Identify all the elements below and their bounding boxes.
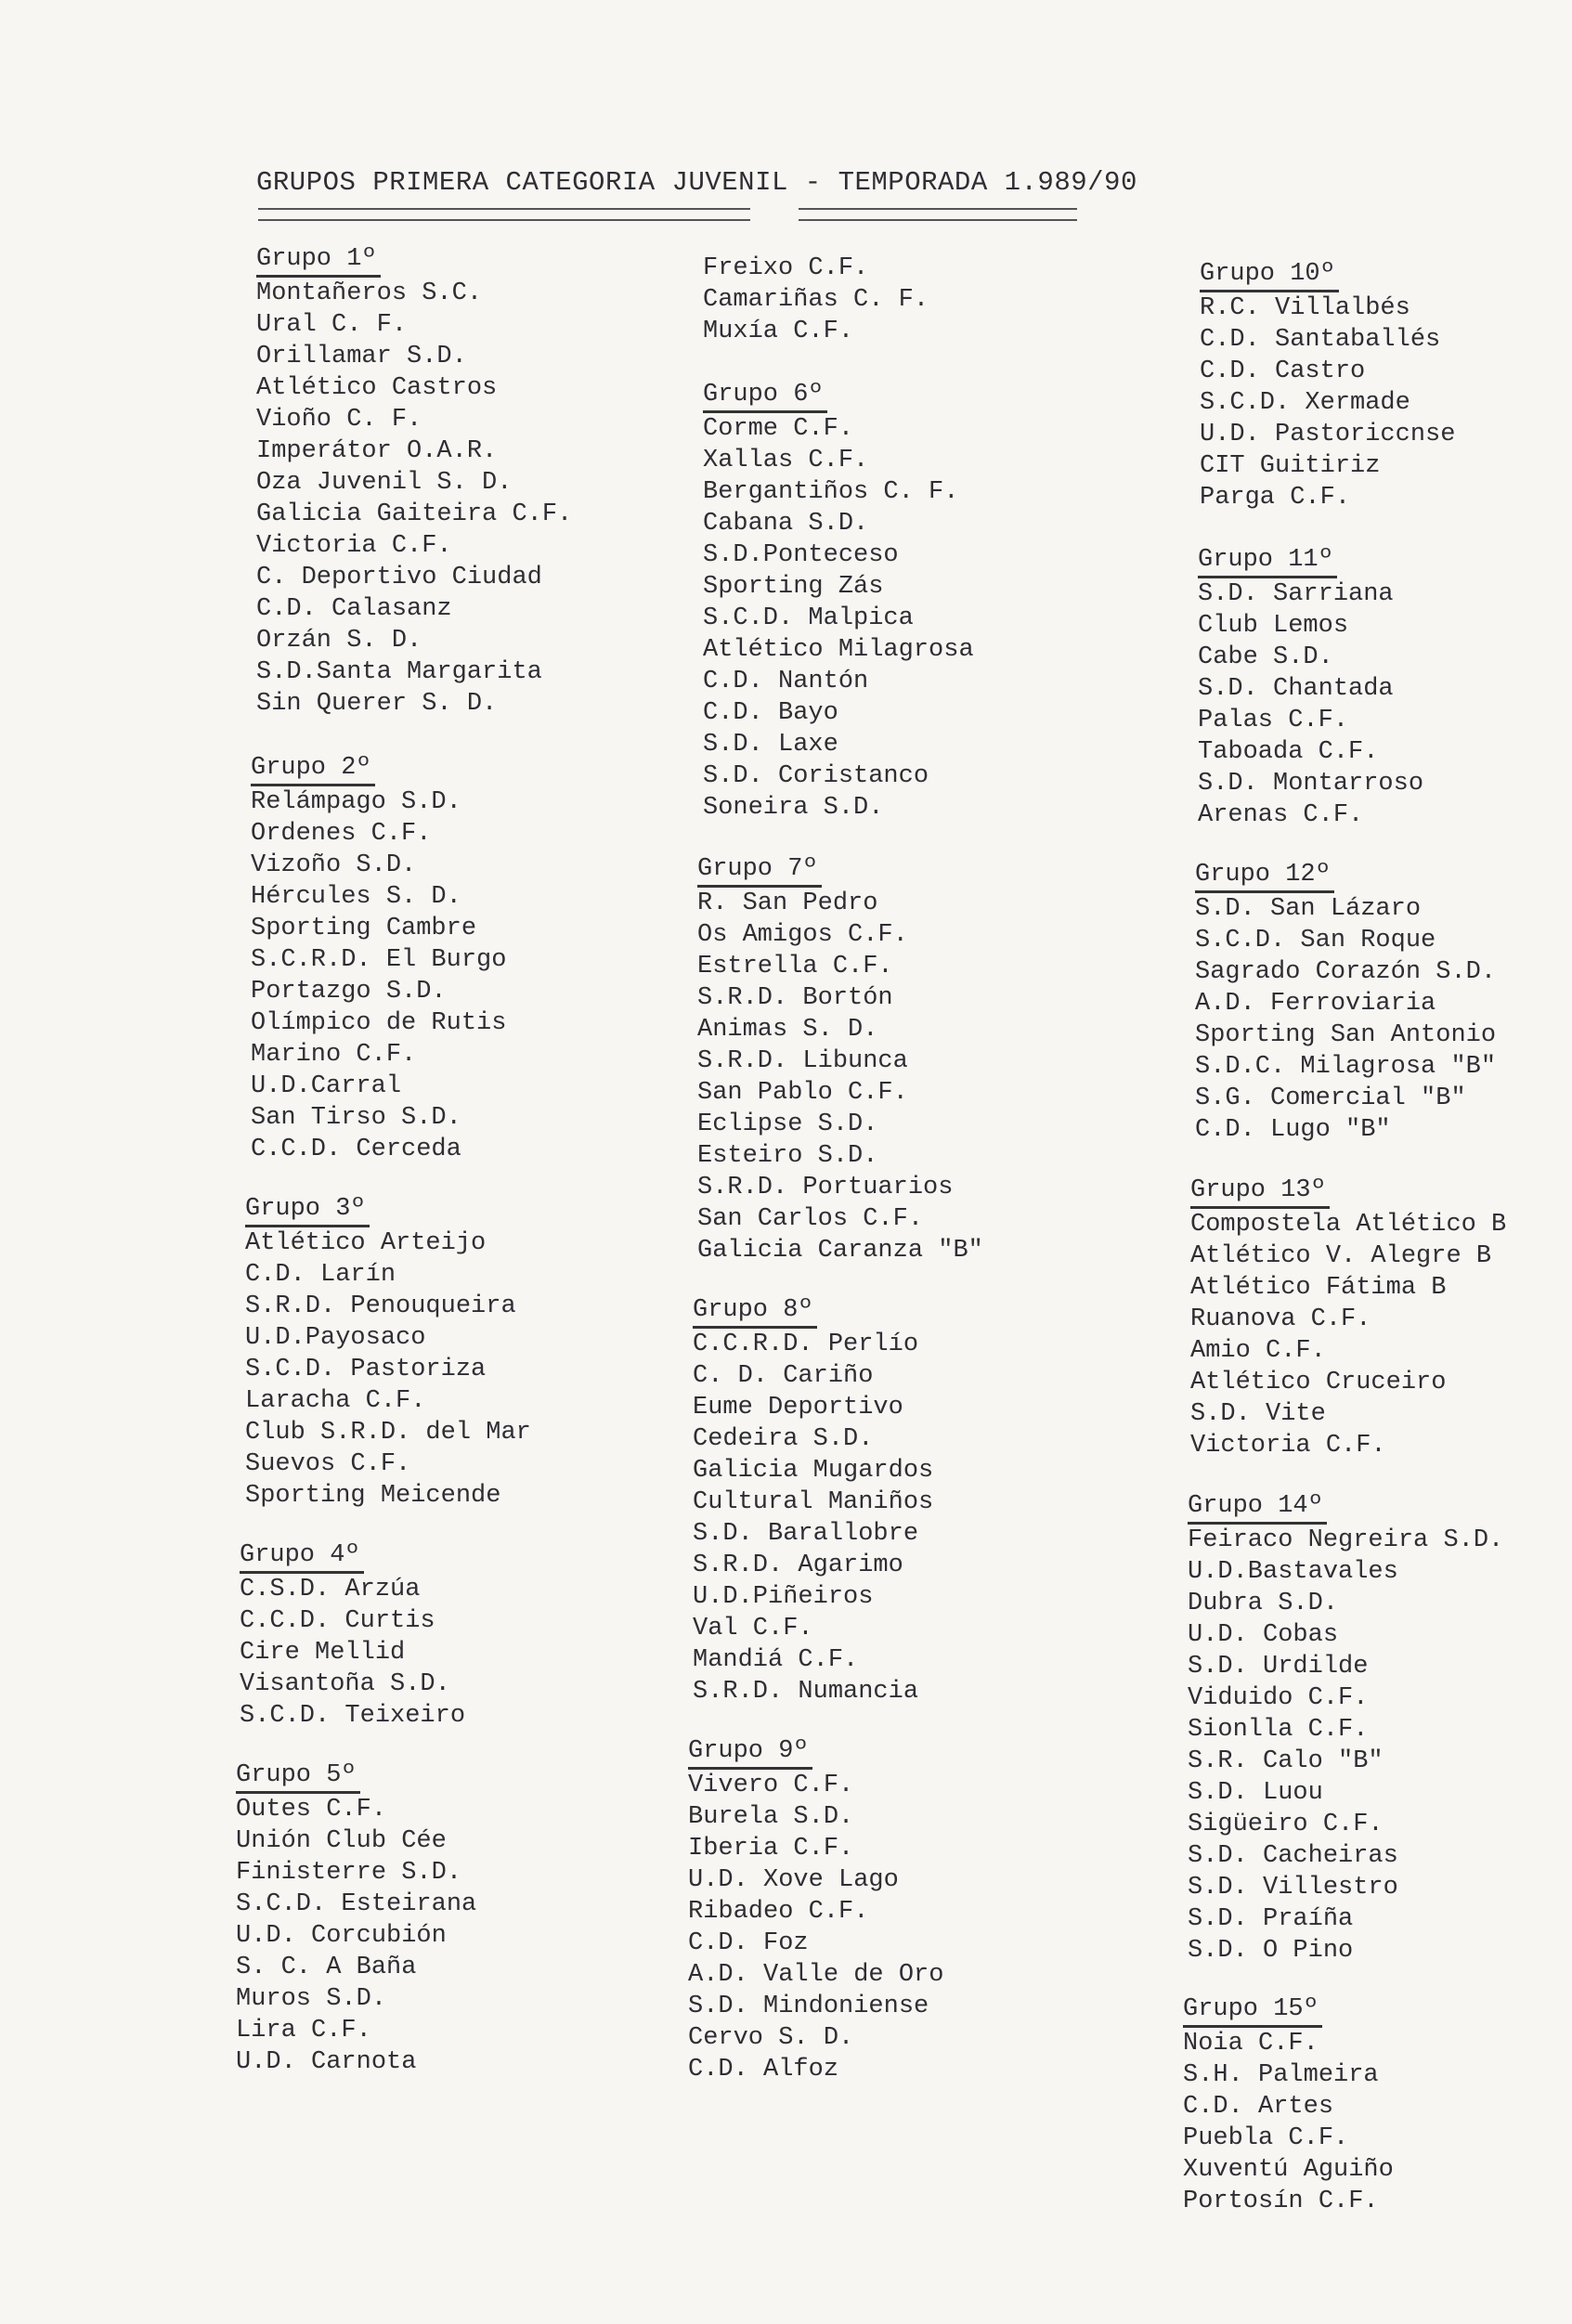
team-item: Estrella C.F. xyxy=(697,953,893,980)
team-item: Oza Juvenil S. D. xyxy=(256,469,513,497)
team-item: Outes C.F. xyxy=(236,1796,387,1824)
team-item: Ural C. F. xyxy=(256,311,408,339)
team-item: S.C.D. San Roque xyxy=(1195,927,1436,954)
team-item: Soneira S.D. xyxy=(703,794,884,822)
team-item: Viduido C.F. xyxy=(1188,1684,1369,1712)
team-item: Galicia Gaiteira C.F. xyxy=(256,500,573,528)
team-item: Atlético Cruceiro xyxy=(1190,1369,1447,1396)
team-item: Sagrado Corazón S.D. xyxy=(1195,958,1497,986)
team-item: Freixo C.F. xyxy=(703,254,869,282)
team-list xyxy=(245,1227,531,1512)
team-item: Feiraco Negreira S.D. xyxy=(1188,1526,1504,1554)
team-item: Sigüeiro C.F. xyxy=(1188,1811,1384,1838)
team-item: S.D. Mindoniense xyxy=(688,1993,929,2020)
team-item: Atlético V. Alegre B xyxy=(1190,1242,1492,1270)
team-item: Animas S. D. xyxy=(697,1016,878,1044)
team-item: Sporting Meicende xyxy=(245,1482,501,1510)
team-item: C.C.D. Cerceda xyxy=(251,1136,461,1163)
team-item: Imperátor O.A.R. xyxy=(256,437,498,465)
team-item: S.D.C. Milagrosa "B" xyxy=(1195,1053,1497,1081)
team-item: Victoria C.F. xyxy=(1190,1432,1386,1460)
team-item: C.C.R.D. Perlío xyxy=(693,1331,919,1358)
team-item: S.D.Ponteceso xyxy=(703,541,899,569)
team-item: Iberia C.F. xyxy=(688,1835,854,1863)
team-item: Montañeros S.C. xyxy=(256,279,483,307)
team-item: S.R.D. Numancia xyxy=(693,1678,919,1706)
group-2 xyxy=(251,752,506,1165)
team-item: C.S.D. Arzúa xyxy=(240,1576,421,1603)
group-12 xyxy=(1195,859,1496,1146)
team-item: Compostela Atlético B xyxy=(1190,1211,1507,1239)
group-15 xyxy=(1183,1993,1394,2217)
team-item: U.D. Cobas xyxy=(1188,1621,1339,1649)
team-item: Visantoña S.D. xyxy=(240,1670,450,1698)
team-item: San Tirso S.D. xyxy=(251,1104,461,1132)
group-title: Grupo 11º xyxy=(1198,544,1337,578)
team-list xyxy=(236,1794,476,2078)
team-item: Muros S.D. xyxy=(236,1985,387,2013)
team-item: Mandiá C.F. xyxy=(693,1646,859,1674)
team-item: S.D. Urdilde xyxy=(1188,1653,1369,1681)
team-item: Xuventú Aguiño xyxy=(1183,2156,1394,2184)
team-item: Vioño C. F. xyxy=(256,406,422,434)
group-5 xyxy=(236,1759,476,2078)
team-item: S.C.D. Teixeiro xyxy=(240,1702,466,1730)
team-item: Xallas C.F. xyxy=(703,447,869,474)
group-title: Grupo 6º xyxy=(703,379,827,413)
team-item: S.C.D. Malpica xyxy=(703,604,914,632)
team-item: Amio C.F. xyxy=(1190,1337,1326,1365)
group-title: Grupo 10º xyxy=(1200,258,1339,292)
title-double-underline xyxy=(258,208,750,221)
team-item: S.R.D. Penouqueira xyxy=(245,1292,516,1320)
team-item: U.D. Carnota xyxy=(236,2048,417,2076)
team-item: U.D. Pastoriccnse xyxy=(1200,421,1456,448)
team-item: Ribadeo C.F. xyxy=(688,1898,869,1926)
team-item: Sporting Zás xyxy=(703,573,884,601)
team-item: Arenas C.F. xyxy=(1198,801,1364,829)
team-list xyxy=(703,413,974,824)
team-item: Ordenes C.F. xyxy=(251,820,432,848)
team-item: Sporting San Antonio xyxy=(1195,1021,1497,1049)
team-item: S.H. Palmeira xyxy=(1183,2061,1379,2089)
team-item: S.D. Sarriana xyxy=(1198,580,1394,608)
team-item: Atlético Arteijo xyxy=(245,1229,487,1257)
team-item: C.C.D. Curtis xyxy=(240,1607,435,1635)
group-title: Grupo 9º xyxy=(688,1735,812,1770)
team-item: Vizoño S.D. xyxy=(251,851,417,879)
team-item: Puebla C.F. xyxy=(1183,2124,1349,2152)
team-list xyxy=(251,786,506,1165)
team-item: S.G. Comercial "B" xyxy=(1195,1084,1466,1112)
team-item: Taboada C.F. xyxy=(1198,738,1379,766)
team-list xyxy=(1200,292,1455,513)
team-item: Galicia Mugardos xyxy=(693,1457,934,1485)
team-list xyxy=(703,253,929,347)
team-item: S.C.D. Esteirana xyxy=(236,1890,477,1918)
document-title: GRUPOS PRIMERA CATEGORIA JUVENIL - TEMPORADA 1.989/90 xyxy=(256,167,1137,198)
group-title: Grupo 12º xyxy=(1195,859,1334,893)
team-item: S.D. O Pino xyxy=(1188,1937,1354,1965)
team-item: S.D. Chantada xyxy=(1198,675,1394,703)
team-item: Club S.R.D. del Mar xyxy=(245,1419,531,1447)
group-11 xyxy=(1198,544,1423,831)
group-7 xyxy=(697,853,983,1266)
team-item: S.R.D. Bortón xyxy=(697,984,893,1012)
team-item: S.D. San Lázaro xyxy=(1195,895,1422,923)
group-title: Grupo 1º xyxy=(256,243,381,278)
team-item: Laracha C.F. xyxy=(245,1387,426,1415)
team-item: Suevos C.F. xyxy=(245,1450,411,1478)
team-item: Cabana S.D. xyxy=(703,510,869,538)
team-item: Corme C.F. xyxy=(703,415,854,443)
team-item: Os Amigos C.F. xyxy=(697,921,908,949)
team-item: U.D.Piñeiros xyxy=(693,1583,874,1611)
team-item: Portazgo S.D. xyxy=(251,978,447,1006)
team-item: S.C.R.D. El Burgo xyxy=(251,946,507,974)
team-item: Portosín C.F. xyxy=(1183,2188,1379,2215)
team-item: U.D.Payosaco xyxy=(245,1324,426,1352)
team-item: S.D.Santa Margarita xyxy=(256,658,542,686)
team-item: S.D. Villestro xyxy=(1188,1874,1398,1902)
group-title: Grupo 8º xyxy=(693,1294,817,1329)
team-item: CIT Guitiriz xyxy=(1200,452,1381,480)
team-item: S.R. Calo "B" xyxy=(1188,1747,1384,1775)
team-item: Eume Deportivo xyxy=(693,1394,903,1422)
team-item: Eclipse S.D. xyxy=(697,1110,878,1138)
team-list xyxy=(256,278,572,720)
team-list xyxy=(1195,893,1496,1146)
team-item: Cultural Maniños xyxy=(693,1488,934,1516)
team-item: S.D. Cacheiras xyxy=(1188,1842,1398,1870)
group-title: Grupo 14º xyxy=(1188,1490,1327,1525)
team-item: Esteiro S.D. xyxy=(697,1142,878,1170)
team-item: Victoria C.F. xyxy=(256,532,452,560)
group-8 xyxy=(693,1294,933,1707)
team-item: Atlético Fátima B xyxy=(1190,1274,1447,1302)
team-item: U.D.Carral xyxy=(251,1072,402,1100)
team-item: Cedeira S.D. xyxy=(693,1425,874,1453)
team-item: Sionlla C.F. xyxy=(1188,1716,1369,1744)
team-item: Burela S.D. xyxy=(688,1803,854,1831)
team-item: R. San Pedro xyxy=(697,889,878,917)
team-item: S.R.D. Agarimo xyxy=(693,1551,903,1579)
team-item: U.D. Corcubión xyxy=(236,1922,447,1950)
team-item: Cire Mellid xyxy=(240,1639,406,1667)
team-item: Bergantiños C. F. xyxy=(703,478,959,506)
team-item: C.D. Castro xyxy=(1200,357,1366,385)
team-list xyxy=(688,1770,943,2085)
team-list xyxy=(1198,578,1423,831)
team-list xyxy=(1183,2028,1394,2217)
group-title: Grupo 2º xyxy=(251,752,375,786)
group-title: Grupo 3º xyxy=(245,1193,370,1227)
team-item: S. C. A Baña xyxy=(236,1954,417,1981)
team-item: S.D. Vite xyxy=(1190,1400,1326,1428)
team-item: Marino C.F. xyxy=(251,1041,417,1069)
team-item: R.C. Villalbés xyxy=(1200,294,1410,322)
group-title: Grupo 4º xyxy=(240,1539,364,1574)
team-item: C.D. Larín xyxy=(245,1261,396,1289)
team-item: S.D. Barallobre xyxy=(693,1520,919,1548)
team-item: C.D. Foz xyxy=(688,1929,809,1957)
group-3 xyxy=(245,1193,531,1512)
team-list xyxy=(697,888,983,1266)
team-item: C. Deportivo Ciudad xyxy=(256,564,542,591)
team-list xyxy=(1190,1209,1506,1461)
group-4 xyxy=(240,1539,465,1732)
team-item: S.D. Laxe xyxy=(703,731,838,759)
team-item: C.D. Nantón xyxy=(703,668,869,695)
team-item: S.C.D. Xermade xyxy=(1200,389,1410,417)
team-item: S.R.D. Libunca xyxy=(697,1047,908,1075)
group-title: Grupo 15º xyxy=(1183,1993,1322,2028)
team-item: Vivero C.F. xyxy=(688,1772,854,1799)
team-item: Unión Club Cée xyxy=(236,1827,447,1855)
team-list xyxy=(1188,1525,1503,1967)
team-list xyxy=(240,1574,465,1732)
team-item: A.D. Valle de Oro xyxy=(688,1961,944,1989)
team-item: C.D. Bayo xyxy=(703,699,838,727)
team-item: C.D. Lugo "B" xyxy=(1195,1116,1391,1144)
team-item: C. D. Cariño xyxy=(693,1362,874,1390)
team-item: Cabe S.D. xyxy=(1198,643,1333,671)
team-item: C.D. Santaballés xyxy=(1200,326,1441,354)
group-14 xyxy=(1188,1490,1503,1967)
group-10 xyxy=(1200,258,1455,513)
team-item: C.D. Alfoz xyxy=(688,2056,839,2084)
team-item: S.D. Luou xyxy=(1188,1779,1323,1807)
team-item: U.D.Bastavales xyxy=(1188,1558,1398,1586)
team-item: Noia C.F. xyxy=(1183,2030,1319,2058)
group-title: Grupo 5º xyxy=(236,1759,360,1794)
team-item: Orzán S. D. xyxy=(256,627,422,655)
team-item: S.D. Praíña xyxy=(1188,1905,1354,1933)
team-item: A.D. Ferroviaria xyxy=(1195,990,1436,1018)
group-9 xyxy=(688,1735,943,2085)
team-item: Parga C.F. xyxy=(1200,484,1351,512)
team-item: Relámpago S.D. xyxy=(251,788,461,816)
team-item: Cervo S. D. xyxy=(688,2024,854,2052)
group-title: Grupo 13º xyxy=(1190,1175,1330,1209)
group-6 xyxy=(703,379,974,824)
group-5-continued xyxy=(703,253,929,347)
title-double-underline-2 xyxy=(799,208,1077,221)
team-item: Dubra S.D. xyxy=(1188,1590,1339,1617)
team-item: Camariñas C. F. xyxy=(703,286,929,314)
team-item: U.D. Xove Lago xyxy=(688,1866,899,1894)
team-list xyxy=(693,1329,933,1707)
team-item: Palas C.F. xyxy=(1198,707,1349,734)
team-item: Finisterre S.D. xyxy=(236,1859,462,1887)
team-item: S.R.D. Portuarios xyxy=(697,1174,954,1201)
team-item: Club Lemos xyxy=(1198,612,1349,640)
team-item: Olímpico de Rutis xyxy=(251,1009,507,1037)
team-item: San Carlos C.F. xyxy=(697,1205,924,1233)
team-item: S.D. Coristanco xyxy=(703,762,929,790)
group-1 xyxy=(256,243,572,720)
team-item: Orillamar S.D. xyxy=(256,343,467,370)
team-item: Galicia Caranza "B" xyxy=(697,1237,983,1265)
team-item: Atlético Castros xyxy=(256,374,498,402)
team-item: C.D. Artes xyxy=(1183,2093,1334,2121)
team-item: Atlético Milagrosa xyxy=(703,636,974,664)
team-item: Hércules S. D. xyxy=(251,883,461,911)
team-item: San Pablo C.F. xyxy=(697,1079,908,1107)
team-item: Sin Querer S. D. xyxy=(256,690,498,718)
team-item: Lira C.F. xyxy=(236,2017,371,2045)
group-13 xyxy=(1190,1175,1506,1461)
team-item: C.D. Calasanz xyxy=(256,595,452,623)
team-item: Ruanova C.F. xyxy=(1190,1305,1371,1333)
team-item: S.D. Montarroso xyxy=(1198,770,1424,798)
team-item: S.C.D. Pastoriza xyxy=(245,1356,487,1383)
group-title: Grupo 7º xyxy=(697,853,822,888)
team-item: Muxía C.F. xyxy=(703,318,854,345)
team-item: Val C.F. xyxy=(693,1615,813,1642)
team-item: Sporting Cambre xyxy=(251,915,477,942)
